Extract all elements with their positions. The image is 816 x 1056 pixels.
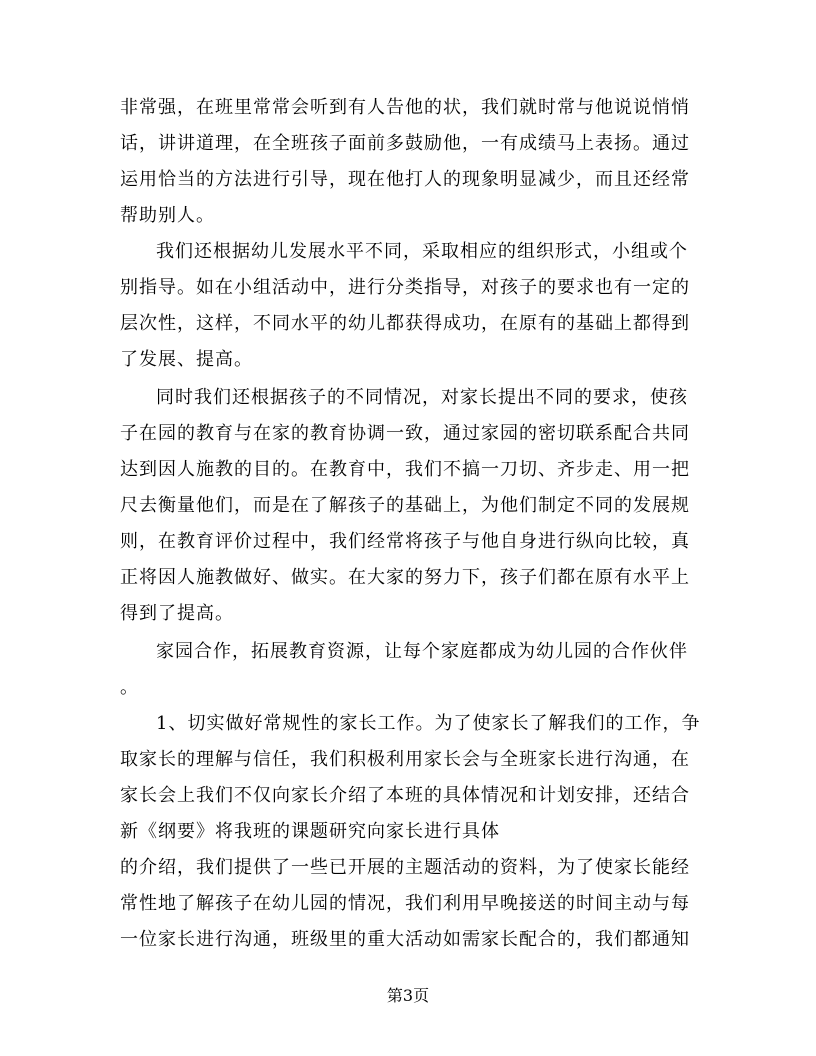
text-line: 非常强，在班里常常会听到有人告他的状，我们就时常与他说说悄悄 (120, 97, 690, 118)
text-line: 则，在教育评价过程中，我们经常将孩子与他自身进行纵向比较，真 (120, 531, 690, 552)
text-line: 层次性，这样，不同水平的幼儿都获得成功，在原有的基础上都得到 (120, 313, 690, 334)
text-line: 话，讲讲道理，在全班孩子面前多鼓励他，一有成绩马上表扬。通过 (120, 133, 690, 154)
text-line: 同时我们还根据孩子的不同情况，对家长提出不同的要求，使孩 (156, 387, 688, 408)
text-line: 家长会上我们不仅向家长介绍了本班的具体情况和计划安排，还结合 (120, 785, 690, 806)
text-line: 尺去衡量他们，而是在了解孩子的基础上，为他们制定不同的发展规 (120, 495, 690, 516)
text-line: 新《纲要》将我班的课题研究向家长进行具体 (120, 821, 500, 842)
text-line: 正将因人施教做好、做实。在大家的努力下，孩子们都在原有水平上 (120, 567, 690, 588)
text-line: 常性地了解孩子在幼儿园的情况，我们利用早晚接送的时间主动与每 (120, 893, 690, 914)
text-line: 运用恰当的方法进行引导，现在他打人的现象明显减少，而且还经常 (120, 169, 690, 190)
text-line: 我们还根据幼儿发展水平不同，采取相应的组织形式，小组或个 (156, 241, 688, 262)
text-line: 达到因人施教的目的。在教育中，我们不搞一刀切、齐步走、用一把 (120, 459, 690, 480)
text-line: 得到了提高。 (120, 603, 234, 624)
text-line: 了发展、提高。 (120, 349, 253, 370)
text-line: 一位家长进行沟通，班级里的重大活动如需家长配合的，我们都通知 (120, 929, 690, 950)
text-line: 家园合作，拓展教育资源，让每个家庭都成为幼儿园的合作伙伴 (156, 641, 688, 662)
text-line: 。 (120, 677, 139, 698)
text-line: 取家长的理解与信任，我们积极利用家长会与全班家长进行沟通，在 (120, 749, 690, 770)
text-line: 子在园的教育与在家的教育协调一致，通过家园的密切联系配合共同 (120, 423, 690, 444)
text-line: 1、切实做好常规性的家长工作。为了使家长了解我们的工作，争 (156, 713, 701, 734)
text-line: 帮助别人。 (120, 205, 215, 226)
text-line: 的介绍，我们提供了一些已开展的主题活动的资料，为了使家长能经 (120, 857, 690, 878)
text-line: 别指导。如在小组活动中，进行分类指导，对孩子的要求也有一定的 (120, 277, 690, 298)
page-number: 第3页 (386, 986, 430, 1005)
